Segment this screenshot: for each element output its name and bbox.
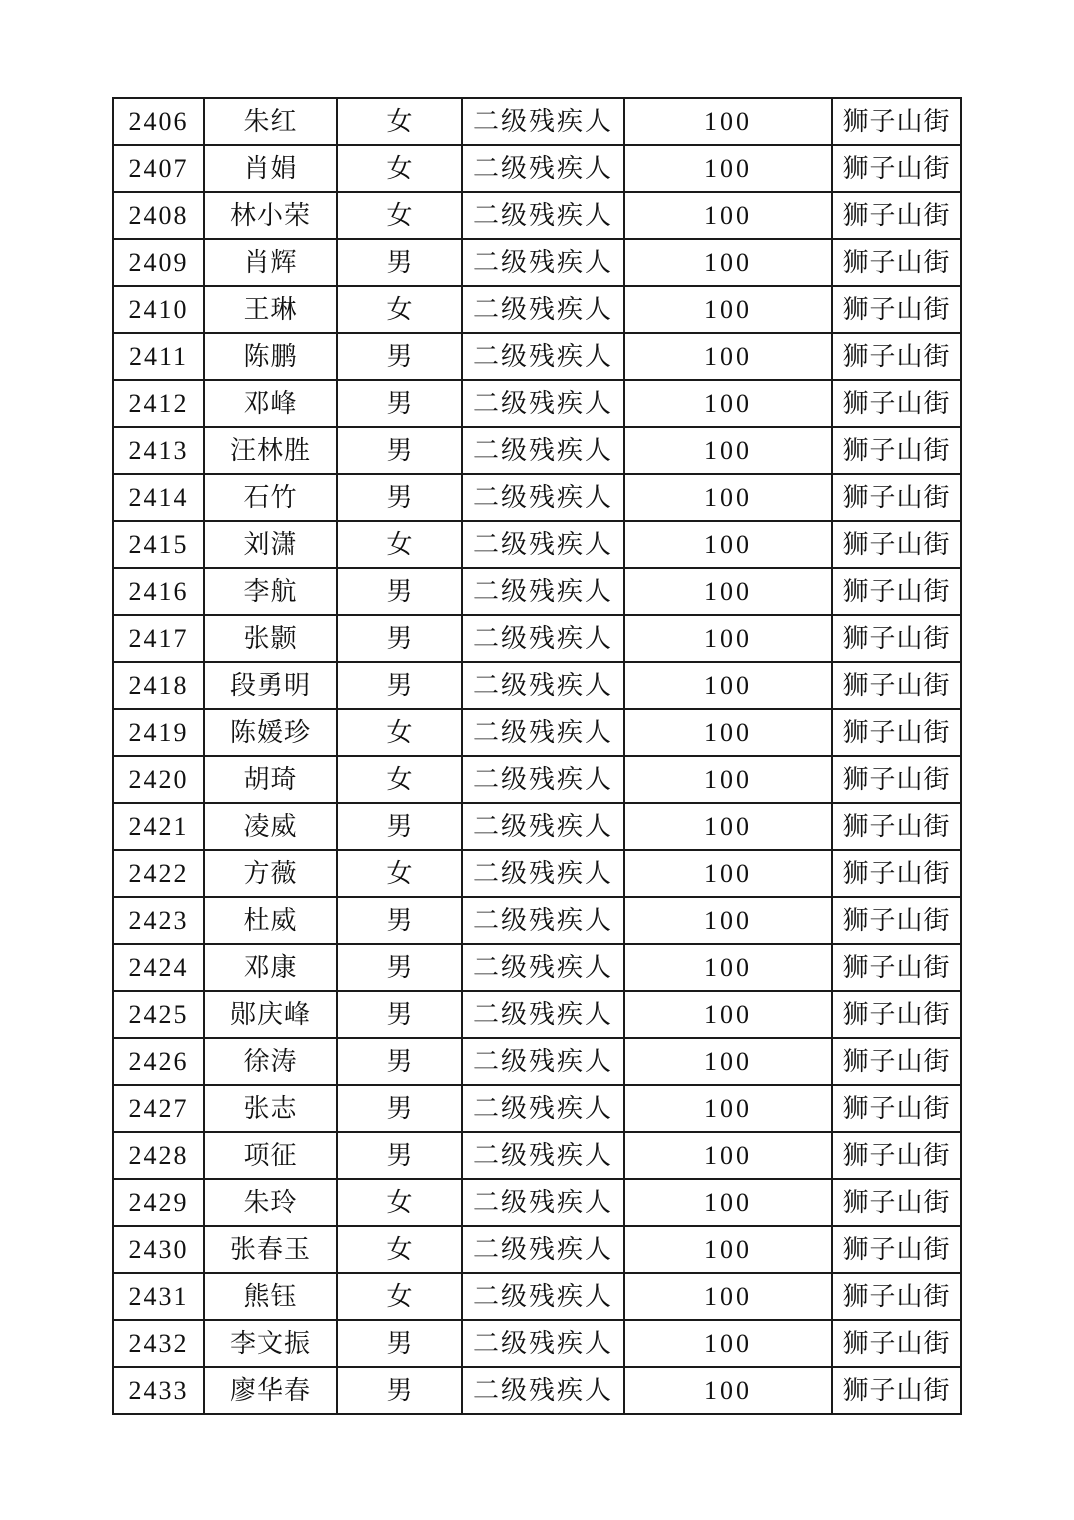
cell-disability-level: 二级残疾人	[462, 850, 624, 897]
table-row	[113, 98, 961, 145]
cell-gender: 男	[337, 239, 462, 286]
cell-name: 邓峰	[204, 380, 337, 427]
cell-amount: 100	[624, 568, 832, 615]
table-row	[113, 803, 961, 850]
cell-number: 2432	[113, 1320, 204, 1367]
cell-name: 张春玉	[204, 1226, 337, 1273]
cell-amount: 100	[624, 1273, 832, 1320]
cell-gender: 男	[337, 1132, 462, 1179]
cell-street: 狮子山街	[832, 944, 961, 991]
cell-number: 2433	[113, 1367, 204, 1414]
cell-street: 狮子山街	[832, 333, 961, 380]
cell-number: 2422	[113, 850, 204, 897]
cell-number: 2420	[113, 756, 204, 803]
table-row	[113, 474, 961, 521]
cell-disability-level: 二级残疾人	[462, 1273, 624, 1320]
cell-number: 2415	[113, 521, 204, 568]
table-row	[113, 333, 961, 380]
cell-number: 2417	[113, 615, 204, 662]
cell-number: 2430	[113, 1226, 204, 1273]
cell-gender: 男	[337, 1085, 462, 1132]
cell-name: 胡琦	[204, 756, 337, 803]
cell-name: 段勇明	[204, 662, 337, 709]
cell-name: 陈鹏	[204, 333, 337, 380]
cell-gender: 女	[337, 1273, 462, 1320]
cell-number: 2407	[113, 145, 204, 192]
table-row	[113, 1226, 961, 1273]
cell-gender: 男	[337, 1367, 462, 1414]
cell-name: 李航	[204, 568, 337, 615]
cell-disability-level: 二级残疾人	[462, 427, 624, 474]
cell-disability-level: 二级残疾人	[462, 145, 624, 192]
cell-amount: 100	[624, 1038, 832, 1085]
cell-name: 张颢	[204, 615, 337, 662]
cell-gender: 男	[337, 944, 462, 991]
cell-street: 狮子山街	[832, 803, 961, 850]
cell-gender: 女	[337, 756, 462, 803]
cell-name: 李文振	[204, 1320, 337, 1367]
cell-number: 2408	[113, 192, 204, 239]
cell-street: 狮子山街	[832, 1179, 961, 1226]
cell-disability-level: 二级残疾人	[462, 991, 624, 1038]
table-row	[113, 662, 961, 709]
cell-number: 2413	[113, 427, 204, 474]
cell-number: 2421	[113, 803, 204, 850]
cell-amount: 100	[624, 239, 832, 286]
cell-street: 狮子山街	[832, 286, 961, 333]
cell-disability-level: 二级残疾人	[462, 1179, 624, 1226]
cell-gender: 男	[337, 1320, 462, 1367]
cell-amount: 100	[624, 991, 832, 1038]
table-row	[113, 192, 961, 239]
table-row	[113, 944, 961, 991]
cell-disability-level: 二级残疾人	[462, 615, 624, 662]
cell-amount: 100	[624, 192, 832, 239]
cell-street: 狮子山街	[832, 98, 961, 145]
cell-amount: 100	[624, 756, 832, 803]
cell-street: 狮子山街	[832, 239, 961, 286]
table-row	[113, 756, 961, 803]
table-row	[113, 615, 961, 662]
cell-disability-level: 二级残疾人	[462, 192, 624, 239]
table-row	[113, 427, 961, 474]
cell-street: 狮子山街	[832, 474, 961, 521]
cell-gender: 男	[337, 1038, 462, 1085]
cell-gender: 女	[337, 521, 462, 568]
cell-disability-level: 二级残疾人	[462, 286, 624, 333]
cell-disability-level: 二级残疾人	[462, 98, 624, 145]
cell-gender: 女	[337, 192, 462, 239]
cell-street: 狮子山街	[832, 568, 961, 615]
cell-amount: 100	[624, 380, 832, 427]
cell-disability-level: 二级残疾人	[462, 1320, 624, 1367]
cell-disability-level: 二级残疾人	[462, 756, 624, 803]
cell-amount: 100	[624, 1367, 832, 1414]
cell-amount: 100	[624, 850, 832, 897]
cell-street: 狮子山街	[832, 897, 961, 944]
cell-name: 熊钰	[204, 1273, 337, 1320]
cell-street: 狮子山街	[832, 145, 961, 192]
table-row	[113, 1085, 961, 1132]
cell-amount: 100	[624, 615, 832, 662]
table-row	[113, 1320, 961, 1367]
cell-street: 狮子山街	[832, 1367, 961, 1414]
cell-number: 2412	[113, 380, 204, 427]
cell-name: 朱红	[204, 98, 337, 145]
cell-name: 朱玲	[204, 1179, 337, 1226]
cell-street: 狮子山街	[832, 1226, 961, 1273]
table-row	[113, 1038, 961, 1085]
table-row	[113, 1132, 961, 1179]
cell-disability-level: 二级残疾人	[462, 897, 624, 944]
cell-street: 狮子山街	[832, 521, 961, 568]
table-row	[113, 286, 961, 333]
cell-number: 2416	[113, 568, 204, 615]
cell-disability-level: 二级残疾人	[462, 1132, 624, 1179]
cell-name: 刘潇	[204, 521, 337, 568]
cell-number: 2418	[113, 662, 204, 709]
cell-number: 2429	[113, 1179, 204, 1226]
cell-name: 肖娟	[204, 145, 337, 192]
table-row	[113, 380, 961, 427]
table-row	[113, 897, 961, 944]
cell-gender: 女	[337, 709, 462, 756]
cell-name: 郧庆峰	[204, 991, 337, 1038]
cell-name: 项征	[204, 1132, 337, 1179]
cell-street: 狮子山街	[832, 192, 961, 239]
table-row	[113, 1179, 961, 1226]
cell-amount: 100	[624, 333, 832, 380]
cell-disability-level: 二级残疾人	[462, 944, 624, 991]
cell-number: 2409	[113, 239, 204, 286]
cell-street: 狮子山街	[832, 1132, 961, 1179]
cell-amount: 100	[624, 286, 832, 333]
cell-gender: 男	[337, 897, 462, 944]
cell-street: 狮子山街	[832, 850, 961, 897]
cell-amount: 100	[624, 145, 832, 192]
cell-disability-level: 二级残疾人	[462, 1038, 624, 1085]
cell-number: 2428	[113, 1132, 204, 1179]
cell-name: 廖华春	[204, 1367, 337, 1414]
cell-street: 狮子山街	[832, 1085, 961, 1132]
cell-amount: 100	[624, 662, 832, 709]
cell-number: 2431	[113, 1273, 204, 1320]
cell-number: 2424	[113, 944, 204, 991]
cell-street: 狮子山街	[832, 756, 961, 803]
table-row	[113, 521, 961, 568]
cell-street: 狮子山街	[832, 427, 961, 474]
cell-gender: 男	[337, 380, 462, 427]
cell-amount: 100	[624, 1179, 832, 1226]
cell-gender: 男	[337, 333, 462, 380]
cell-name: 肖辉	[204, 239, 337, 286]
cell-name: 石竹	[204, 474, 337, 521]
cell-amount: 100	[624, 1085, 832, 1132]
table-row	[113, 991, 961, 1038]
cell-street: 狮子山街	[832, 1273, 961, 1320]
cell-street: 狮子山街	[832, 662, 961, 709]
cell-number: 2425	[113, 991, 204, 1038]
cell-street: 狮子山街	[832, 380, 961, 427]
cell-disability-level: 二级残疾人	[462, 568, 624, 615]
cell-amount: 100	[624, 897, 832, 944]
cell-amount: 100	[624, 1320, 832, 1367]
cell-gender: 男	[337, 615, 462, 662]
cell-name: 王琳	[204, 286, 337, 333]
cell-gender: 男	[337, 662, 462, 709]
cell-amount: 100	[624, 803, 832, 850]
cell-gender: 男	[337, 568, 462, 615]
cell-amount: 100	[624, 1132, 832, 1179]
cell-amount: 100	[624, 709, 832, 756]
cell-disability-level: 二级残疾人	[462, 662, 624, 709]
cell-amount: 100	[624, 1226, 832, 1273]
roster-table-body	[113, 98, 961, 1414]
cell-gender: 男	[337, 427, 462, 474]
cell-disability-level: 二级残疾人	[462, 1085, 624, 1132]
cell-name: 陈媛珍	[204, 709, 337, 756]
cell-disability-level: 二级残疾人	[462, 380, 624, 427]
cell-number: 2427	[113, 1085, 204, 1132]
cell-street: 狮子山街	[832, 709, 961, 756]
table-row	[113, 145, 961, 192]
cell-gender: 男	[337, 803, 462, 850]
cell-number: 2411	[113, 333, 204, 380]
cell-amount: 100	[624, 474, 832, 521]
cell-gender: 女	[337, 1226, 462, 1273]
cell-street: 狮子山街	[832, 991, 961, 1038]
cell-street: 狮子山街	[832, 615, 961, 662]
cell-name: 邓康	[204, 944, 337, 991]
cell-amount: 100	[624, 98, 832, 145]
cell-disability-level: 二级残疾人	[462, 521, 624, 568]
cell-disability-level: 二级残疾人	[462, 474, 624, 521]
cell-gender: 男	[337, 474, 462, 521]
cell-number: 2426	[113, 1038, 204, 1085]
cell-disability-level: 二级残疾人	[462, 333, 624, 380]
cell-disability-level: 二级残疾人	[462, 1226, 624, 1273]
table-row	[113, 850, 961, 897]
cell-number: 2414	[113, 474, 204, 521]
table-row	[113, 1367, 961, 1414]
cell-name: 汪林胜	[204, 427, 337, 474]
table-row	[113, 1273, 961, 1320]
cell-gender: 女	[337, 145, 462, 192]
cell-name: 张志	[204, 1085, 337, 1132]
cell-disability-level: 二级残疾人	[462, 803, 624, 850]
cell-number: 2406	[113, 98, 204, 145]
cell-gender: 女	[337, 98, 462, 145]
table-row	[113, 709, 961, 756]
cell-disability-level: 二级残疾人	[462, 709, 624, 756]
cell-disability-level: 二级残疾人	[462, 1367, 624, 1414]
cell-amount: 100	[624, 427, 832, 474]
cell-name: 方薇	[204, 850, 337, 897]
cell-number: 2419	[113, 709, 204, 756]
table-row	[113, 568, 961, 615]
cell-gender: 男	[337, 991, 462, 1038]
cell-gender: 女	[337, 286, 462, 333]
cell-amount: 100	[624, 521, 832, 568]
cell-number: 2410	[113, 286, 204, 333]
cell-name: 杜威	[204, 897, 337, 944]
cell-name: 徐涛	[204, 1038, 337, 1085]
cell-street: 狮子山街	[832, 1320, 961, 1367]
cell-amount: 100	[624, 944, 832, 991]
roster-table	[112, 97, 962, 1415]
cell-gender: 女	[337, 1179, 462, 1226]
cell-name: 林小荣	[204, 192, 337, 239]
cell-name: 凌威	[204, 803, 337, 850]
cell-disability-level: 二级残疾人	[462, 239, 624, 286]
cell-street: 狮子山街	[832, 1038, 961, 1085]
cell-number: 2423	[113, 897, 204, 944]
cell-gender: 女	[337, 850, 462, 897]
table-row	[113, 239, 961, 286]
